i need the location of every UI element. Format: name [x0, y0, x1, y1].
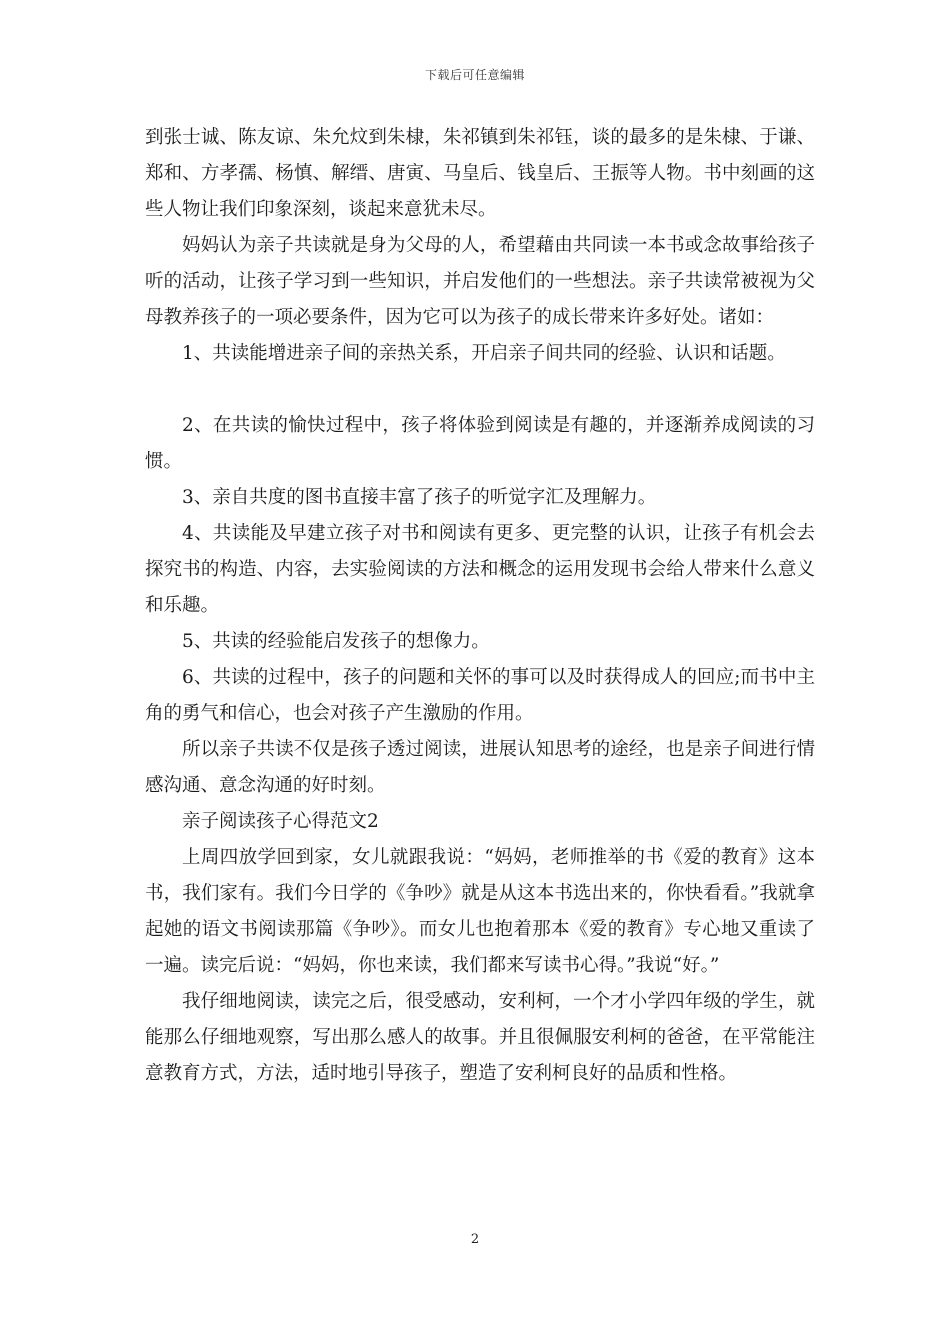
list-item: 3、亲自共度的图书直接丰富了孩子的听觉字汇及理解力。 — [182, 487, 657, 508]
section-heading: 亲子阅读孩子心得范文2 — [182, 811, 379, 832]
document-body — [145, 120, 815, 1092]
paragraph: 妈妈认为亲子共读就是身为父母的人，希望藉由共同读一本书或念故事给孩子听的活动，让孩子学习到一些知识，并启发他们的一些想法。亲子共读常被视为父母教养孩子的一项必要条件，因为它可以为孩子的成长带来许多好处。诸如： — [145, 235, 815, 328]
paragraph-continuation: 到张士诚、陈友谅、朱允炆到朱棣，朱祁镇到朱祁钰，谈的最多的是朱棣、于谦、郑和、方孝孺、杨慎、解缙、唐寅、马皇后、钱皇后、王振等人物。书中刻画的这些人物让我们印象深刻，谈起来意犹未尽。 — [145, 127, 815, 220]
list-item: 6、共读的过程中，孩子的问题和关怀的事可以及时获得成人的回应;而书中主角的勇气和信心，也会对孩子产生激励的作用。 — [145, 667, 815, 724]
list-item: 4、共读能及早建立孩子对书和阅读有更多、更完整的认识，让孩子有机会去探究书的构造、内容，去实验阅读的方法和概念的运用发现书会给人带来什么意义和乐趣。 — [145, 523, 815, 616]
blank-line — [145, 372, 815, 408]
paragraph: 我仔细地阅读，读完之后，很受感动，安利柯，一个才小学四年级的学生，就能那么仔细地观察，写出那么感人的故事。并且很佩服安利柯的爸爸，在平常能注意教育方式，方法，适时地引导孩子，塑造了安利柯良好的品质和性格。 — [145, 991, 815, 1084]
page-number: 2 — [470, 1232, 480, 1247]
paragraph: 所以亲子共读不仅是孩子透过阅读，进展认知思考的途经，也是亲子间进行情感沟通、意念沟通的好时刻。 — [145, 739, 815, 796]
paragraph: 上周四放学回到家，女儿就跟我说：“妈妈，老师推举的书《爱的教育》这本书，我们家有。我们今日学的《争吵》就是从这本书选出来的，你快看看。”我就拿起她的语文书阅读那篇《争吵》。而女儿也抱着那本《爱的教育》专心地又重读了一遍。读完后说：“妈妈，你也来读，我们都来写读书心得。”我说“好。” — [145, 847, 815, 976]
page-header: 下载后可任意编辑 — [424, 68, 525, 82]
list-item: 1、共读能增进亲子间的亲热关系，开启亲子间共同的经验、认识和话题。 — [182, 343, 786, 364]
list-item: 5、共读的经验能启发孩子的想像力。 — [182, 631, 490, 652]
list-item: 2、在共读的愉快过程中，孩子将体验到阅读是有趣的，并逐渐养成阅读的习惯。 — [145, 415, 815, 472]
